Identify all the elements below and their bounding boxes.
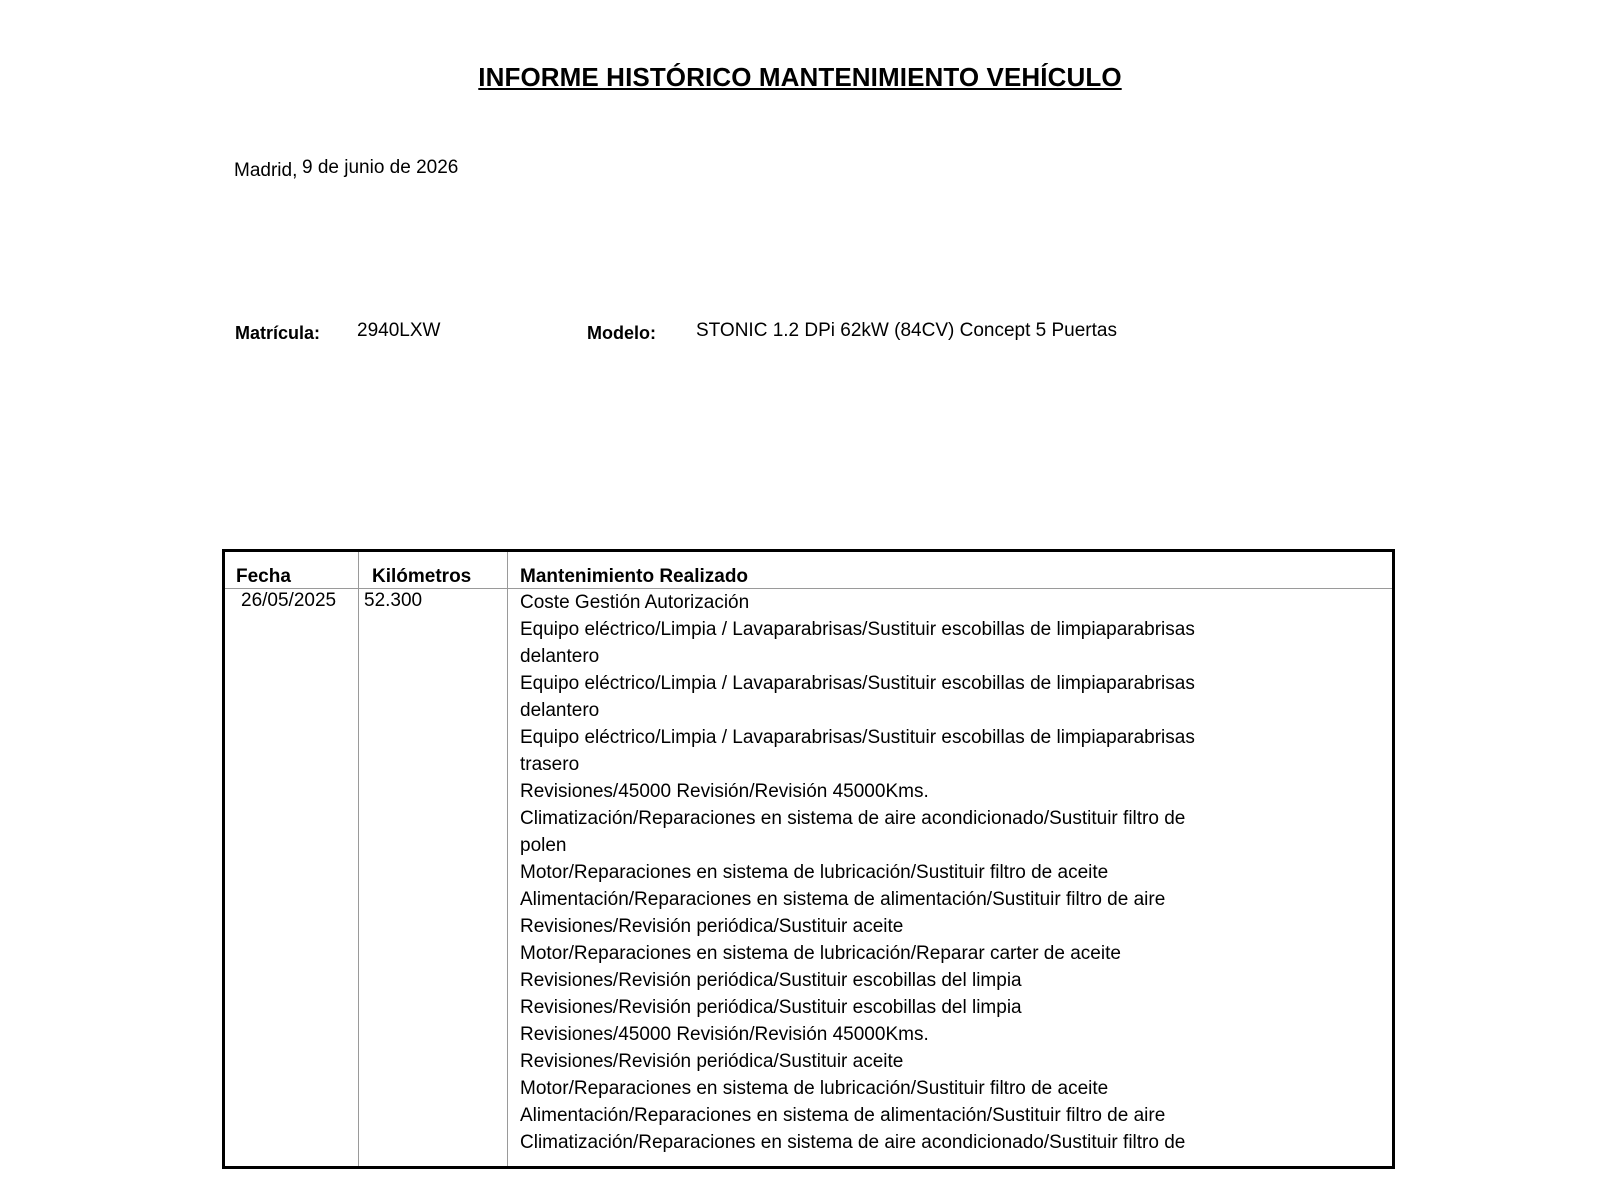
- list-item: Revisiones/45000 Revisión/Revisión 45000Kms.: [520, 1024, 929, 1045]
- column-divider-2: [507, 552, 508, 1166]
- list-item: Equipo eléctrico/Limpia / Lavaparabrisas/Sustituir escobillas de limpiaparabrisas: [520, 673, 1195, 694]
- list-item: Motor/Reparaciones en sistema de lubricación/Sustituir filtro de aceite: [520, 862, 1109, 883]
- list-item: Revisiones/Revisión periódica/Sustituir escobillas del limpia: [520, 970, 1022, 991]
- list-item: Equipo eléctrico/Limpia / Lavaparabrisas/Sustituir escobillas de limpiaparabrisas: [520, 727, 1195, 748]
- list-item: Revisiones/45000 Revisión/Revisión 45000Kms.: [520, 781, 929, 802]
- report-title: INFORME HISTÓRICO MANTENIMIENTO VEHÍCULO: [478, 62, 1122, 92]
- plate-label: Matrícula:: [235, 323, 321, 343]
- header-fecha: Fecha: [236, 566, 291, 587]
- report-date: 9 de junio de 2026: [302, 157, 459, 178]
- list-item: Revisiones/Revisión periódica/Sustituir aceite: [520, 1051, 904, 1072]
- maintenance-list: [520, 589, 1280, 1156]
- list-item: Alimentación/Reparaciones en sistema de alimentación/Sustituir filtro de aire: [520, 889, 1166, 910]
- list-item: Alimentación/Reparaciones en sistema de alimentación/Sustituir filtro de aire: [520, 1105, 1166, 1126]
- list-item: Equipo eléctrico/Limpia / Lavaparabrisas/Sustituir escobillas de limpiaparabrisas: [520, 619, 1195, 640]
- list-item: Motor/Reparaciones en sistema de lubricación/Reparar carter de aceite: [520, 943, 1121, 964]
- model-label: Modelo:: [587, 323, 656, 343]
- report-city: Madrid,: [234, 160, 298, 181]
- row-km: 52.300: [364, 590, 423, 611]
- list-item: polen: [520, 835, 567, 856]
- plate-value: 2940LXW: [357, 320, 441, 341]
- maintenance-table: [222, 549, 1395, 1169]
- model-value: STONIC 1.2 DPi 62kW (84CV) Concept 5 Puertas: [696, 320, 1117, 341]
- list-item: Revisiones/Revisión periódica/Sustituir escobillas del limpia: [520, 997, 1022, 1018]
- list-item: Motor/Reparaciones en sistema de lubricación/Sustituir filtro de aceite: [520, 1078, 1109, 1099]
- list-item: delantero: [520, 700, 600, 721]
- row-date: 26/05/2025: [241, 590, 337, 611]
- list-item: Revisiones/Revisión periódica/Sustituir aceite: [520, 916, 904, 937]
- column-divider-1: [358, 552, 359, 1166]
- header-mantenimiento: Mantenimiento Realizado: [520, 566, 749, 587]
- list-item: Climatización/Reparaciones en sistema de aire acondicionado/Sustituir filtro de: [520, 1132, 1186, 1153]
- list-item: trasero: [520, 754, 580, 775]
- header-kilometros: Kilómetros: [372, 566, 472, 587]
- list-item: delantero: [520, 646, 600, 667]
- list-item: Coste Gestión Autorización: [520, 592, 750, 613]
- list-item: Climatización/Reparaciones en sistema de aire acondicionado/Sustituir filtro de: [520, 808, 1186, 829]
